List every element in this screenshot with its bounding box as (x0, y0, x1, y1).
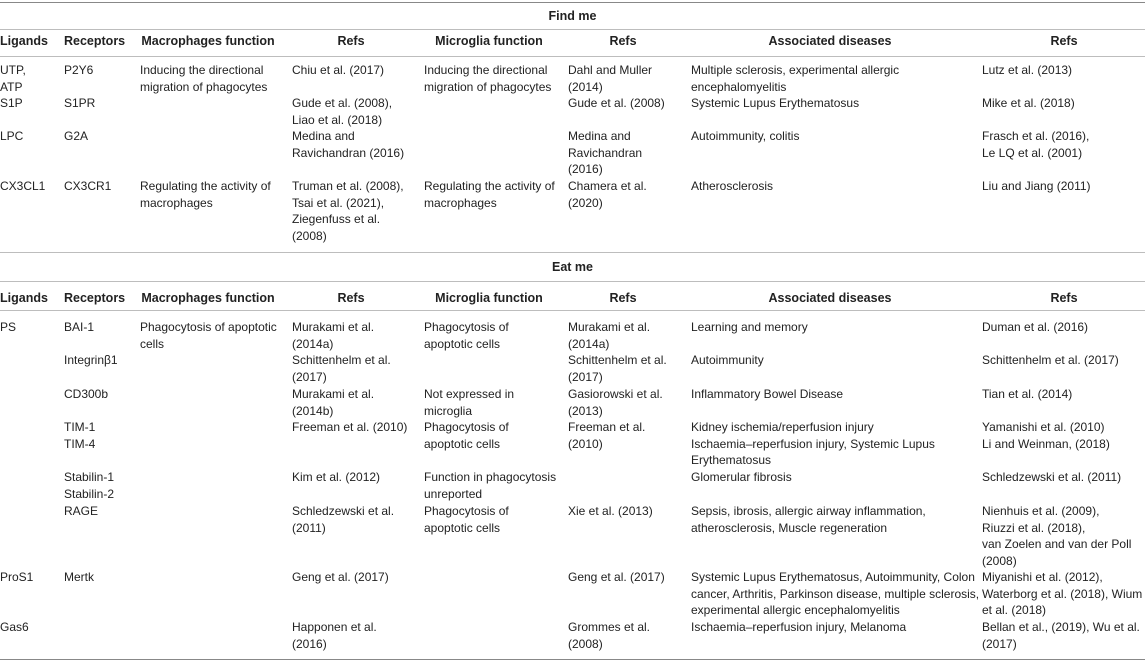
ligand-cell (0, 619, 29, 636)
microglia-function-cell (424, 319, 509, 352)
cell-line: Mertk (64, 570, 94, 584)
cell-line: Kidney ischemia/reperfusion injury (691, 420, 874, 434)
associated-diseases-cell (691, 386, 843, 403)
cell-line: Ischaemia–reperfusion injury, Systemic Lupus (691, 436, 935, 451)
column-header: Ligands (0, 291, 48, 305)
cell-line: Dahl and Muller (568, 63, 653, 77)
ligand-cell (0, 319, 16, 336)
cell-line: RAGE (64, 504, 99, 518)
associated-diseases-cell (691, 469, 792, 486)
cell-line: (2010) (568, 436, 603, 451)
disease-refs-cell (982, 469, 1121, 486)
cell-line: (2017) (982, 636, 1017, 651)
cell-line: TIM-1 (64, 420, 96, 434)
column-header: Refs (1050, 291, 1078, 305)
macrophage-refs-cell (292, 319, 374, 352)
cell-line: Bellan et al., (2019), Wu et al. (982, 620, 1140, 634)
cell-line: Stabilin-1 (64, 470, 115, 484)
cell-line: Schledzewski et al. (292, 504, 395, 518)
cell-line: CD300b (64, 387, 109, 401)
cell-line: (2014) (568, 79, 603, 94)
cell-line: G2A (64, 129, 89, 143)
ligand-cell (0, 95, 23, 112)
cell-line: (2008) (982, 553, 1017, 568)
column-header: Microglia function (435, 34, 543, 48)
cell-line: Lutz et al. (2013) (982, 63, 1073, 77)
microglia-refs-cell (568, 386, 663, 419)
cell-line: Gas6 (0, 620, 29, 634)
cell-line: Regulating the activity of (424, 179, 555, 193)
cell-line: Grommes et al. (568, 620, 651, 634)
cell-line: cancer, Arthritis, Parkinson disease, multiple sclerosis, (691, 586, 980, 601)
cell-line: Liao et al. (2018) (292, 112, 383, 127)
microglia-refs-cell (568, 419, 645, 452)
cell-line: ProS1 (0, 570, 34, 584)
macrophage-refs-cell (292, 178, 404, 244)
cell-line: Mike et al. (2018) (982, 96, 1075, 110)
associated-diseases-cell (691, 619, 906, 636)
cell-line: (2017) (292, 369, 327, 384)
cell-line: Systemic Lupus Erythematosus, Autoimmunity, Colon (691, 570, 975, 584)
associated-diseases-cell (691, 503, 926, 536)
cell-line: Truman et al. (2008), (292, 179, 404, 193)
cell-line: Schittenhelm et al. (2017) (982, 353, 1119, 367)
cell-line: Gude et al. (2008) (568, 96, 665, 110)
disease-refs-cell (982, 319, 1088, 336)
cell-line: (2011) (292, 520, 326, 535)
cell-line: unreported (424, 486, 483, 501)
cell-line: CX3CL1 (0, 179, 46, 193)
cell-line: Not expressed in (424, 387, 515, 401)
cell-line: Phagocytosis of (424, 420, 509, 434)
cell-line: Schittenhelm et al. (292, 353, 391, 367)
cell-line: Learning and memory (691, 320, 808, 334)
cell-line: Ravichandran (568, 145, 643, 160)
cell-line: Riuzzi et al. (2018), (982, 520, 1086, 535)
microglia-function-cell (424, 503, 509, 536)
column-header: Macrophages function (141, 34, 275, 48)
receptor-cell (64, 352, 118, 369)
microglia-function-cell (424, 419, 509, 452)
cell-line: (2017) (568, 369, 603, 384)
macrophage-refs-cell (292, 569, 389, 586)
cell-line: Systemic Lupus Erythematosus (691, 96, 860, 110)
receptor-cell (64, 62, 93, 79)
cell-line: Yamanishi et al. (2010) (982, 420, 1105, 434)
column-header: Microglia function (435, 291, 543, 305)
cell-line: Geng et al. (2017) (568, 570, 665, 584)
cell-line: microglia (424, 403, 473, 418)
cell-line: ATP (0, 79, 23, 94)
microglia-refs-cell (568, 352, 667, 385)
cell-line: Liu and Jiang (2011) (982, 179, 1091, 193)
receptor-cell (64, 469, 114, 502)
macrophage-function-cell (140, 178, 271, 211)
cell-line: Phagocytosis of apoptotic (140, 320, 277, 334)
microglia-refs-cell (568, 95, 665, 112)
column-header: Refs (609, 34, 637, 48)
cell-line: Tian et al. (2014) (982, 387, 1073, 401)
disease-refs-cell (982, 619, 1140, 652)
cell-line: Geng et al. (2017) (292, 570, 389, 584)
disease-refs-cell (982, 62, 1072, 79)
macrophage-refs-cell (292, 386, 374, 419)
receptor-cell (64, 319, 94, 336)
cell-line: (2014b) (292, 403, 334, 418)
cell-line: Regulating the activity of (140, 179, 271, 193)
cell-line: Ischaemia–reperfusion injury, Melanoma (691, 620, 907, 634)
cell-line: Atherosclerosis (691, 179, 774, 193)
cell-line: S1P (0, 96, 23, 110)
disease-refs-cell (982, 128, 1089, 161)
cell-line: atherosclerosis, Muscle regeneration (691, 520, 888, 535)
cell-line: experimental allergic encephalomyelitis (691, 603, 900, 618)
cell-line: van Zoelen and van der Poll (982, 537, 1132, 552)
macrophage-refs-cell (292, 128, 404, 161)
cell-line: Phagocytosis of (424, 320, 509, 334)
receptor-cell (64, 569, 94, 586)
rule (0, 29, 1145, 30)
microglia-function-cell (424, 62, 551, 95)
cell-line: Medina and (292, 129, 355, 143)
cell-line: Gude et al. (2008), (292, 96, 393, 110)
column-header: Receptors (64, 34, 126, 48)
rule (0, 56, 1145, 57)
cell-line: Miyanishi et al. (2012), (982, 570, 1103, 584)
cell-line: P2Y6 (64, 63, 94, 77)
ligand-cell (0, 569, 33, 586)
disease-refs-cell (982, 352, 1119, 369)
cell-line: Glomerular fibrosis (691, 470, 792, 484)
microglia-refs-cell (568, 569, 665, 586)
macrophage-refs-cell (292, 469, 380, 486)
associated-diseases-cell (691, 319, 808, 336)
column-header: Associated diseases (768, 291, 892, 305)
cell-line: (2008) (292, 228, 327, 243)
receptor-cell (64, 503, 98, 520)
cell-line: et al. (2018) (982, 603, 1047, 618)
rule (0, 252, 1145, 253)
microglia-function-cell (424, 469, 556, 502)
find-me-title: Find me (548, 9, 597, 23)
column-header: Macrophages function (141, 291, 275, 305)
macrophage-refs-cell (292, 62, 384, 79)
associated-diseases-cell (691, 178, 773, 195)
microglia-refs-cell (568, 178, 647, 211)
cell-line: Li and Weinman, (2018) (982, 436, 1110, 451)
associated-diseases-cell (691, 128, 799, 145)
cell-line: Murakami et al. (568, 320, 651, 334)
cell-line: Murakami et al. (292, 387, 375, 401)
cell-line: macrophages (140, 195, 213, 210)
cell-line: cells (140, 336, 165, 351)
microglia-refs-cell (568, 319, 650, 352)
receptor-cell (64, 178, 111, 195)
cell-line: Phagocytosis of (424, 504, 509, 518)
bottom-rule (0, 659, 1145, 660)
associated-diseases-cell (691, 419, 935, 469)
column-header: Refs (337, 34, 365, 48)
cell-line: Ziegenfuss et al. (292, 212, 381, 227)
cell-line: S1PR (64, 96, 96, 110)
cell-line: Kim et al. (2012) (292, 470, 381, 484)
cell-line: Le LQ et al. (2001) (982, 145, 1083, 160)
cell-line: Function in phagocytosis (424, 470, 557, 484)
cell-line: Ravichandran (2016) (292, 145, 405, 160)
cell-line: Waterborg et al. (2018), Wium (982, 586, 1143, 601)
cell-line: (2016) (568, 162, 603, 177)
rule (0, 281, 1145, 282)
associated-diseases-cell (691, 352, 764, 369)
receptor-cell (64, 128, 88, 145)
receptor-cell (64, 419, 95, 452)
microglia-function-cell (424, 178, 555, 211)
cell-line: PS (0, 320, 17, 334)
cell-line: UTP, (0, 63, 26, 77)
cell-line: Inflammatory Bowel Disease (691, 387, 844, 401)
disease-refs-cell (982, 386, 1072, 403)
rule (0, 310, 1145, 311)
cell-line: Multiple sclerosis, experimental allergic (691, 63, 900, 77)
column-header: Receptors (64, 291, 126, 305)
cell-line: Xie et al. (2013) (568, 504, 653, 518)
microglia-refs-cell (568, 503, 653, 520)
macrophage-function-cell (140, 319, 277, 352)
ligand-cell (0, 178, 45, 195)
cell-line: Murakami et al. (292, 320, 375, 334)
cell-line: Erythematosus (691, 453, 772, 468)
eat-me-title: Eat me (552, 260, 593, 274)
receptor-cell (64, 386, 108, 403)
top-rule (0, 2, 1145, 3)
associated-diseases-cell (691, 569, 979, 619)
disease-refs-cell (982, 503, 1131, 569)
microglia-function-cell (424, 386, 514, 419)
cell-line: BAI-1 (64, 320, 95, 334)
cell-line: Inducing the directional (140, 63, 264, 77)
macrophage-function-cell (140, 62, 267, 95)
cell-line: macrophages (424, 195, 497, 210)
cell-line: Autoimmunity, colitis (691, 129, 800, 143)
cell-line: Chiu et al. (2017) (292, 63, 385, 77)
microglia-refs-cell (568, 62, 652, 95)
cell-line: Medina and (568, 129, 631, 143)
cell-line: LPC (0, 129, 24, 143)
cell-line: apoptotic cells (424, 436, 501, 451)
cell-line: Integrinβ1 (64, 353, 118, 367)
cell-line: Freeman et al. (568, 420, 646, 434)
column-header: Refs (609, 291, 637, 305)
column-header: Associated diseases (768, 34, 892, 48)
associated-diseases-cell (691, 95, 859, 112)
cell-line: (2020) (568, 195, 603, 210)
cell-line: Freeman et al. (2010) (292, 420, 408, 434)
cell-line: Frasch et al. (2016), (982, 129, 1090, 143)
cell-line: Inducing the directional (424, 63, 548, 77)
cell-line: Chamera et al. (568, 179, 647, 193)
cell-line: apoptotic cells (424, 336, 501, 351)
microglia-refs-cell (568, 128, 642, 178)
cell-line: Happonen et al. (292, 620, 377, 634)
cell-line: (2014a) (292, 336, 334, 351)
macrophage-refs-cell (292, 95, 392, 128)
cell-line: Autoimmunity (691, 353, 764, 367)
cell-line: apoptotic cells (424, 520, 501, 535)
microglia-refs-cell (568, 619, 650, 652)
ligand-cell (0, 128, 23, 145)
cell-line: (2014a) (568, 336, 610, 351)
cell-line: migration of phagocytes (140, 79, 268, 94)
disease-refs-cell (982, 569, 1142, 619)
column-header: Refs (337, 291, 365, 305)
cell-line: Sepsis, ibrosis, allergic airway inflammation, (691, 504, 926, 518)
macrophage-refs-cell (292, 419, 407, 436)
cell-line: (2008) (568, 636, 603, 651)
disease-refs-cell (982, 95, 1075, 112)
cell-line: CX3CR1 (64, 179, 112, 193)
column-header: Refs (1050, 34, 1078, 48)
cell-line: Schledzewski et al. (2011) (982, 470, 1122, 484)
associated-diseases-cell (691, 62, 899, 95)
disease-refs-cell (982, 178, 1091, 195)
macrophage-refs-cell (292, 352, 391, 385)
cell-line: Gasiorowski et al. (568, 387, 663, 401)
cell-line: (2016) (292, 636, 327, 651)
cell-line: migration of phagocytes (424, 79, 552, 94)
macrophage-refs-cell (292, 619, 377, 652)
cell-line: Duman et al. (2016) (982, 320, 1089, 334)
cell-line: encephalomyelitis (691, 79, 787, 94)
column-header: Ligands (0, 34, 48, 48)
cell-line: (2013) (568, 403, 603, 418)
cell-line: Stabilin-2 (64, 486, 115, 501)
cell-line: Tsai et al. (2021), (292, 195, 385, 210)
cell-line: TIM-4 (64, 436, 96, 451)
cell-line: Nienhuis et al. (2009), (982, 504, 1100, 518)
ligand-cell (0, 62, 26, 95)
macrophage-refs-cell (292, 503, 394, 536)
disease-refs-cell (982, 419, 1110, 452)
receptor-cell (64, 95, 95, 112)
cell-line: Schittenhelm et al. (568, 353, 667, 367)
